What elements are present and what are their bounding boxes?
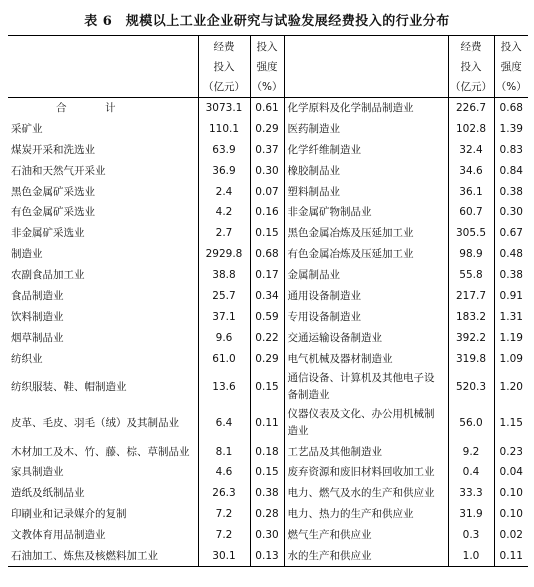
intensity-value: 0.37 [250, 139, 284, 160]
intensity-value: 1.39 [494, 118, 528, 139]
industry-name: 纺织服装、鞋、帽制造业 [11, 381, 127, 394]
intensity-value: 0.16 [250, 202, 284, 223]
expense-value: 26.3 [198, 483, 250, 504]
industry-name: 工艺品及其他制造业 [284, 441, 448, 462]
industry-name: 非金属矿物制品业 [284, 202, 448, 223]
header-expense-right: 经费 投入 （亿元） [448, 36, 494, 98]
expense-value: 183.2 [448, 306, 494, 327]
expense-value: 2.7 [198, 223, 250, 244]
industry-name: 石油和天然气开采业 [11, 164, 106, 177]
expense-value: 56.0 [448, 405, 494, 441]
intensity-value: 0.83 [494, 139, 528, 160]
industry-name: 通用设备制造业 [284, 286, 448, 307]
industry-name: 石油加工、炼焦及核燃料加工业 [8, 546, 198, 567]
industry-name: 印刷业和记录媒介的复制 [11, 508, 127, 521]
table-row [8, 160, 528, 181]
header-industry-left [8, 36, 198, 98]
industry-rd-table [8, 35, 528, 567]
intensity-value: 0.23 [494, 441, 528, 462]
intensity-value: 0.11 [250, 405, 284, 441]
industry-name: 有色金属冶炼及压延加工业 [284, 244, 448, 265]
industry-name: 非金属矿采选业 [11, 227, 85, 240]
expense-value: 1.0 [448, 546, 494, 567]
expense-value: 98.9 [448, 244, 494, 265]
intensity-value: 0.22 [250, 327, 284, 348]
intensity-value: 0.18 [250, 441, 284, 462]
expense-value: 9.2 [448, 441, 494, 462]
expense-value: 0.3 [448, 525, 494, 546]
industry-name: 文教体育用品制造业 [11, 529, 106, 542]
expense-value: 33.3 [448, 483, 494, 504]
expense-value: 217.7 [448, 286, 494, 307]
industry-name: 通信设备、计算机及其他电子设备制造业 [284, 369, 448, 405]
industry-name: 金属制品业 [284, 265, 448, 286]
expense-value: 4.2 [198, 202, 250, 223]
expense-value: 305.5 [448, 223, 494, 244]
table-row [8, 244, 528, 265]
industry-name: 橡胶制品业 [284, 160, 448, 181]
industry-name: 医药制造业 [284, 118, 448, 139]
industry-name: 塑料制品业 [284, 181, 448, 202]
intensity-value: 0.02 [494, 525, 528, 546]
table-row [8, 202, 528, 223]
expense-value: 13.6 [198, 369, 250, 405]
intensity-value: 1.31 [494, 306, 528, 327]
table-row [8, 223, 528, 244]
intensity-value: 1.15 [494, 405, 528, 441]
intensity-value: 0.30 [250, 160, 284, 181]
industry-name: 煤炭开采和洗选业 [11, 143, 95, 156]
header-row [8, 36, 528, 98]
intensity-value: 0.17 [250, 265, 284, 286]
expense-value: 520.3 [448, 369, 494, 405]
industry-name: 电力、热力的生产和供应业 [284, 504, 448, 525]
intensity-value: 0.15 [250, 369, 284, 405]
intensity-value: 0.48 [494, 244, 528, 265]
intensity-value: 0.67 [494, 223, 528, 244]
intensity-value: 0.07 [250, 181, 284, 202]
industry-name: 烟草制品业 [11, 331, 64, 344]
expense-value: 102.8 [448, 118, 494, 139]
intensity-value: 0.61 [250, 98, 284, 119]
expense-value: 25.7 [198, 286, 250, 307]
industry-name: 仪器仪表及文化、办公用机械制造业 [284, 405, 448, 441]
header-intensity-left: 投入 强度 （%） [250, 36, 284, 98]
industry-name: 交通运输设备制造业 [284, 327, 448, 348]
industry-name: 有色金属矿采选业 [11, 206, 95, 219]
industry-name: 造纸及纸制品业 [11, 487, 85, 500]
table-row [8, 405, 528, 441]
industry-name: 木材加工及木、竹、藤、棕、草制品业 [11, 445, 190, 458]
intensity-value: 0.68 [250, 244, 284, 265]
expense-value: 61.0 [198, 348, 250, 369]
intensity-value: 0.10 [494, 504, 528, 525]
header-intensity-right: 投入 强度 （%） [494, 36, 528, 98]
expense-value: 6.4 [198, 405, 250, 441]
table-row [8, 181, 528, 202]
header-industry-right [284, 36, 448, 98]
expense-value: 30.1 [198, 546, 250, 567]
expense-value: 37.1 [198, 306, 250, 327]
expense-value: 226.7 [448, 98, 494, 119]
table-row [8, 265, 528, 286]
industry-name: 电气机械及器材制造业 [284, 348, 448, 369]
table-row [8, 441, 528, 462]
expense-value: 60.7 [448, 202, 494, 223]
intensity-value: 0.15 [250, 223, 284, 244]
expense-value: 7.2 [198, 504, 250, 525]
industry-name: 家具制造业 [11, 466, 64, 479]
industry-name: 水的生产和供应业 [284, 546, 448, 567]
expense-value: 319.8 [448, 348, 494, 369]
intensity-value: 0.68 [494, 98, 528, 119]
expense-value: 31.9 [448, 504, 494, 525]
intensity-value: 1.09 [494, 348, 528, 369]
expense-value: 34.6 [448, 160, 494, 181]
expense-value: 2.4 [198, 181, 250, 202]
industry-name: 皮革、毛皮、羽毛（绒）及其制品业 [11, 417, 179, 430]
intensity-value: 0.15 [250, 462, 284, 483]
intensity-value: 1.20 [494, 369, 528, 405]
expense-value: 36.9 [198, 160, 250, 181]
intensity-value: 0.38 [494, 181, 528, 202]
table-row [8, 369, 528, 405]
expense-value: 2929.8 [198, 244, 250, 265]
expense-value: 36.1 [448, 181, 494, 202]
table-row [8, 286, 528, 307]
intensity-value: 0.91 [494, 286, 528, 307]
intensity-value: 0.59 [250, 306, 284, 327]
industry-name: 燃气生产和供应业 [284, 525, 448, 546]
table-row [8, 504, 528, 525]
expense-value: 9.6 [198, 327, 250, 348]
intensity-value: 0.30 [494, 202, 528, 223]
expense-value: 110.1 [198, 118, 250, 139]
industry-name: 专用设备制造业 [284, 306, 448, 327]
industry-name: 制造业 [11, 248, 43, 261]
expense-value: 63.9 [198, 139, 250, 160]
industry-name: 农副食品加工业 [11, 269, 85, 282]
table-row [8, 525, 528, 546]
industry-name: 纺织业 [11, 352, 43, 365]
expense-value: 32.4 [448, 139, 494, 160]
industry-name: 黑色金属冶炼及压延加工业 [284, 223, 448, 244]
industry-name: 废弃资源和废旧材料回收加工业 [284, 462, 448, 483]
intensity-value: 0.29 [250, 118, 284, 139]
industry-name: 黑色金属矿采选业 [11, 185, 95, 198]
table-title: 表 6 规模以上工业企业研究与试验发展经费投入的行业分布 [84, 14, 450, 29]
expense-value: 0.4 [448, 462, 494, 483]
table-row [8, 327, 528, 348]
expense-value: 55.8 [448, 265, 494, 286]
industry-name: 食品制造业 [11, 289, 64, 302]
industry-name: 化学原料及化学制品制造业 [284, 98, 448, 119]
expense-value: 392.2 [448, 327, 494, 348]
header-expense-left: 经费 投入 （亿元） [198, 36, 250, 98]
industry-name: 采矿业 [11, 122, 43, 135]
intensity-value: 0.28 [250, 504, 284, 525]
intensity-value: 0.34 [250, 286, 284, 307]
expense-value: 8.1 [198, 441, 250, 462]
intensity-value: 0.10 [494, 483, 528, 504]
table-row [8, 98, 528, 119]
table-row [8, 348, 528, 369]
intensity-value: 0.11 [494, 546, 528, 567]
expense-value: 7.2 [198, 525, 250, 546]
intensity-value: 0.30 [250, 525, 284, 546]
intensity-value: 0.13 [250, 546, 284, 567]
industry-name: 电力、燃气及水的生产和供应业 [284, 483, 448, 504]
table-row [8, 546, 528, 567]
intensity-value: 0.38 [494, 265, 528, 286]
industry-name: 合 计 [56, 102, 130, 115]
intensity-value: 0.38 [250, 483, 284, 504]
expense-value: 4.6 [198, 462, 250, 483]
table-row [8, 306, 528, 327]
intensity-value: 0.84 [494, 160, 528, 181]
intensity-value: 1.19 [494, 327, 528, 348]
intensity-value: 0.04 [494, 462, 528, 483]
expense-value: 3073.1 [198, 98, 250, 119]
table-row [8, 118, 528, 139]
intensity-value: 0.29 [250, 348, 284, 369]
table-row [8, 139, 528, 160]
table-row [8, 462, 528, 483]
table-row [8, 483, 528, 504]
expense-value: 38.8 [198, 265, 250, 286]
industry-name: 饮料制造业 [11, 310, 64, 323]
industry-name: 化学纤维制造业 [284, 139, 448, 160]
